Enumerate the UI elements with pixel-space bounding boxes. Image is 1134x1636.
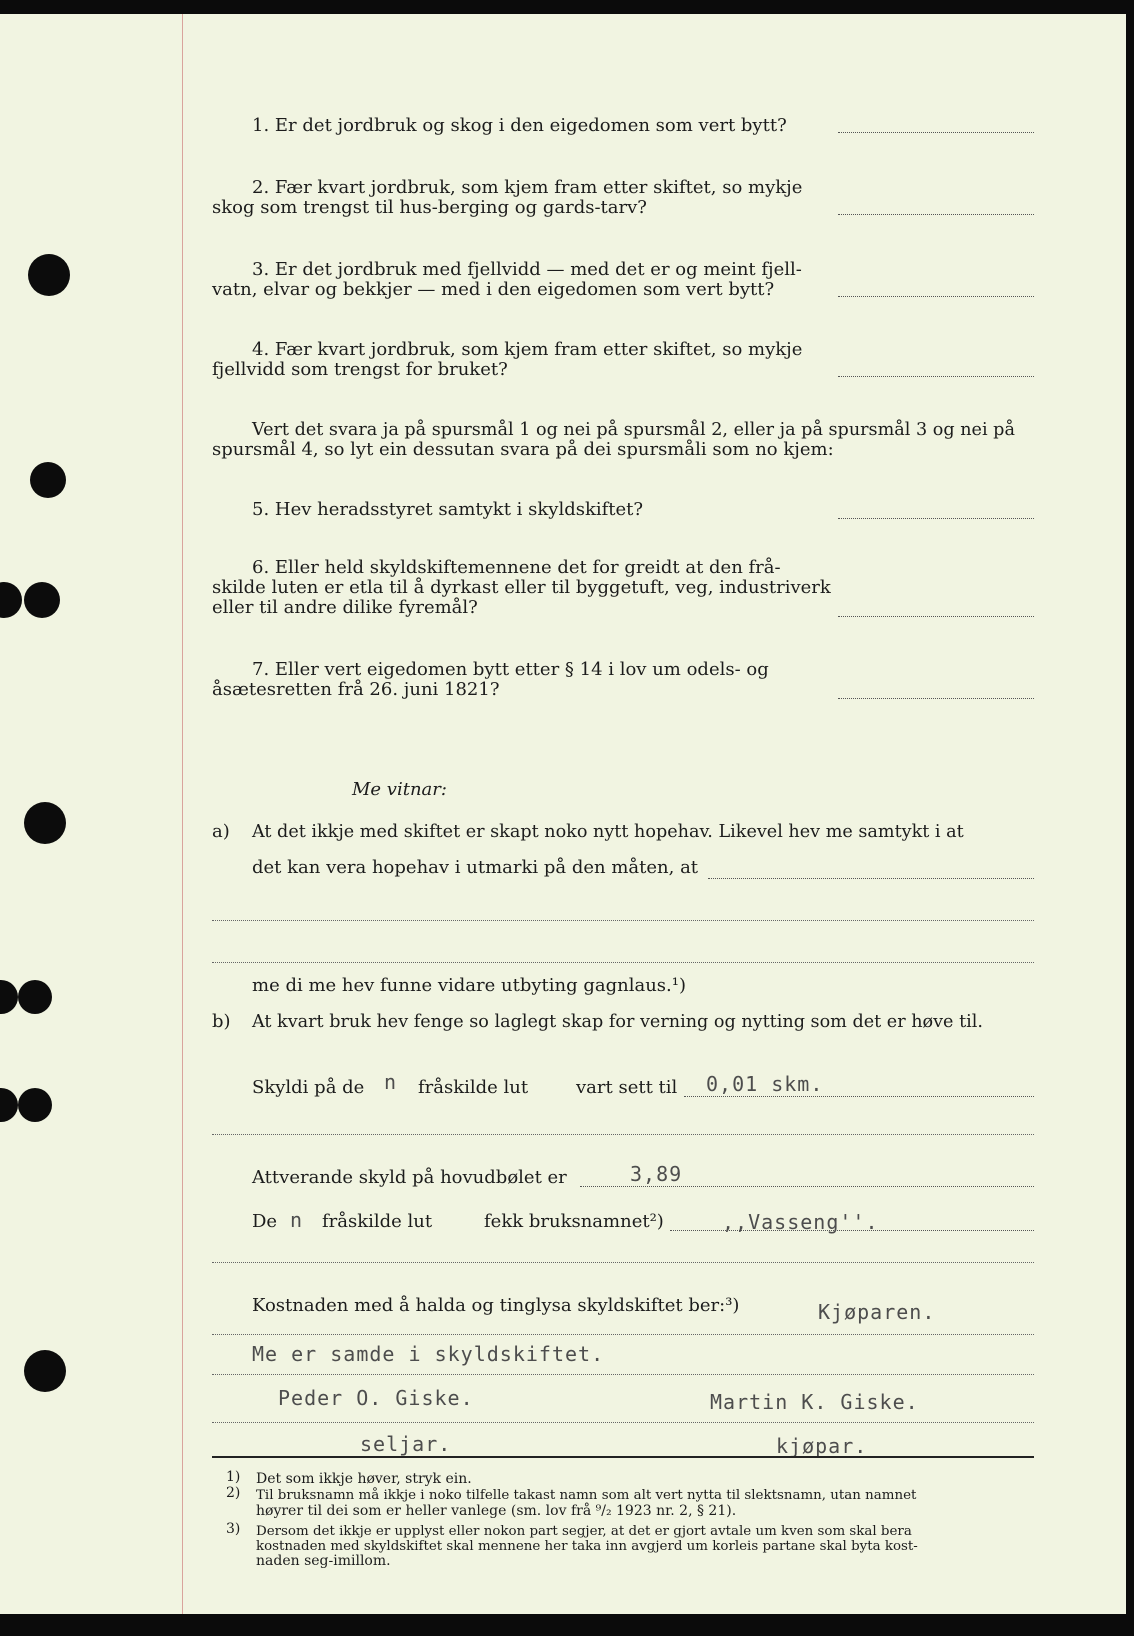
blank-line[interactable] [212, 920, 1034, 921]
question-4 [252, 340, 802, 360]
question-number: 3. [252, 259, 270, 280]
footnote-2-line-1: Til bruksnamn må ikkje i noko tilfelle takast namn som alt vert nytta til slektsnamn, utan namnet [256, 1488, 917, 1503]
question-number: 1. [252, 115, 270, 136]
seller-role: seljar. [360, 1432, 452, 1456]
punch-hole [0, 582, 22, 618]
answer-line-1[interactable] [838, 132, 1034, 133]
skyld-mid: fråskilde lut [418, 1077, 529, 1098]
skyld-value: 0,01 skm. [706, 1072, 824, 1096]
blank-line[interactable] [212, 1134, 1034, 1135]
answer-line-3[interactable] [838, 296, 1034, 297]
question-text: Fær kvart jordbruk, som kjem fram etter skiftet, so mykje [274, 339, 803, 360]
blank-line[interactable] [212, 1262, 1034, 1263]
punch-hole [24, 582, 60, 618]
question-5 [252, 500, 643, 520]
blank-line[interactable] [212, 1334, 1034, 1335]
blank-line[interactable] [212, 1422, 1034, 1423]
skyld-prefix: Skyldi på de [252, 1077, 365, 1098]
answer-line-5[interactable] [838, 518, 1034, 519]
question-number: 6. [252, 557, 270, 578]
item-a-line-2: det kan vera hopehav i utmarki på den måten, at [252, 857, 699, 878]
attverande-fill-line[interactable] [580, 1186, 1034, 1187]
bruksnamn-count: n [290, 1208, 304, 1232]
question-6-line-3: eller til andre dilike fyremål? [212, 597, 478, 618]
margin-line [182, 14, 183, 1614]
skyld-fill-line[interactable] [684, 1096, 1034, 1097]
question-3-line-2: vatn, elvar og bekkjer — med i den eigedomen som vert bytt? [212, 279, 775, 300]
question-number: 2. [252, 177, 270, 198]
footnote-2-line-2: høyrer til dei som er heller vanlege (sm. lov frå ⁹/₂ 1923 nr. 2, § 21). [256, 1503, 737, 1519]
answer-line-4[interactable] [838, 376, 1034, 377]
attverande-label: Attverande skyld på hovudbølet er [252, 1167, 567, 1188]
punch-hole [24, 1350, 66, 1392]
footnote-3-mark: 3) [226, 1521, 241, 1537]
footnote-3-line-3: naden seg-imillom. [256, 1553, 391, 1569]
witness-heading: Me vitnar: [352, 779, 447, 800]
footnote-3-line-1: Dersom det ikkje er upplyst eller nokon part segjer, at det er gjort avtale um kven som skal bera [256, 1524, 912, 1539]
punch-hole [24, 802, 66, 844]
footnote-1: Det som ikkje høver, stryk ein. [256, 1471, 472, 1487]
skyld-count: n [384, 1070, 398, 1094]
item-b-label: b) [212, 1011, 231, 1032]
question-number: 5. [252, 499, 270, 520]
answer-line-6[interactable] [838, 616, 1034, 617]
footnote-2-mark: 2) [226, 1485, 241, 1501]
item-a-line-3: me di me hev funne vidare utbyting gagnlaus.¹) [252, 975, 686, 996]
question-7-line-2: åsætesretten frå 26. juni 1821? [212, 679, 500, 700]
punch-hole [0, 980, 18, 1014]
question-text: Hev heradsstyret samtykt i skyldskiftet? [274, 499, 644, 520]
question-text: Eller held skyldskiftemennene det for greidt at den frå- [274, 557, 781, 578]
question-6 [252, 558, 781, 578]
question-number: 4. [252, 339, 270, 360]
question-2 [252, 178, 802, 198]
question-number: 7. [252, 659, 270, 680]
signature-underline [212, 1456, 1034, 1458]
item-a-label: a) [212, 821, 230, 842]
kostnad-value: Kjøparen. [818, 1300, 936, 1324]
bruksnamn-prefix: De [252, 1211, 278, 1232]
question-text: Er det jordbruk og skog i den eigedomen som vert bytt? [274, 115, 787, 136]
question-6-line-2: skilde luten er etla til å dyrkast eller til byggetuft, veg, industriverk [212, 577, 831, 598]
attverande-value: 3,89 [630, 1162, 683, 1186]
kostnad-label: Kostnaden med å halda og tinglysa skyldskiftet ber:³) [252, 1295, 740, 1316]
bruksnamn-suffix: fekk bruksnamnet²) [484, 1211, 664, 1232]
footnote-1-mark: 1) [226, 1469, 241, 1485]
condition-line-1: Vert det svara ja på spursmål 1 og nei på spursmål 2, eller ja på spursmål 3 og nei på [252, 420, 1015, 440]
item-a-fill-line[interactable] [708, 878, 1034, 879]
question-4-line-2: fjellvidd som trengst for bruket? [212, 359, 508, 380]
answer-line-7[interactable] [838, 698, 1034, 699]
agreement-text: Me er samde i skyldskiftet. [252, 1342, 605, 1366]
punch-hole [30, 462, 66, 498]
punch-hole [28, 254, 70, 296]
question-1 [252, 116, 787, 136]
answer-line-2[interactable] [838, 214, 1034, 215]
blank-line[interactable] [212, 962, 1034, 963]
seller-signature: Peder O. Giske. [278, 1386, 474, 1410]
question-text: Fær kvart jordbruk, som kjem fram etter skiftet, so mykje [274, 177, 803, 198]
question-text: Eller vert eigedomen bytt etter § 14 i lov um odels- og [274, 659, 769, 680]
buyer-role: kjøpar. [776, 1434, 868, 1458]
item-b-text: At kvart bruk hev fenge so laglegt skap for verning og nytting som det er høve til. [252, 1012, 983, 1032]
punch-hole [0, 1088, 18, 1122]
punch-hole [18, 1088, 52, 1122]
blank-line[interactable] [212, 1374, 1034, 1375]
bruksnamn-value: ,,Vasseng''. [722, 1210, 879, 1234]
bruksnamn-mid: fråskilde lut [322, 1211, 433, 1232]
question-3 [252, 260, 802, 280]
question-7 [252, 660, 769, 680]
buyer-signature: Martin K. Giske. [710, 1390, 919, 1414]
question-2-line-2: skog som trengst til hus-berging og gards-tarv? [212, 197, 647, 218]
skyld-suffix: vart sett til [576, 1077, 678, 1098]
punch-hole [18, 980, 52, 1014]
footnote-3-line-2: kostnaden med skyldskiftet skal mennene her taka inn avgjerd um korleis partane skal byta kost- [256, 1539, 918, 1554]
document-page [0, 14, 1126, 1614]
item-a-line-1: At det ikkje med skiftet er skapt noko nytt hopehav. Likevel hev me samtykt i at [252, 822, 964, 842]
condition-line-2: spursmål 4, so lyt ein dessutan svara på dei spursmåli som no kjem: [212, 439, 834, 460]
question-text: Er det jordbruk med fjellvidd — med det er og meint fjell- [274, 259, 802, 280]
